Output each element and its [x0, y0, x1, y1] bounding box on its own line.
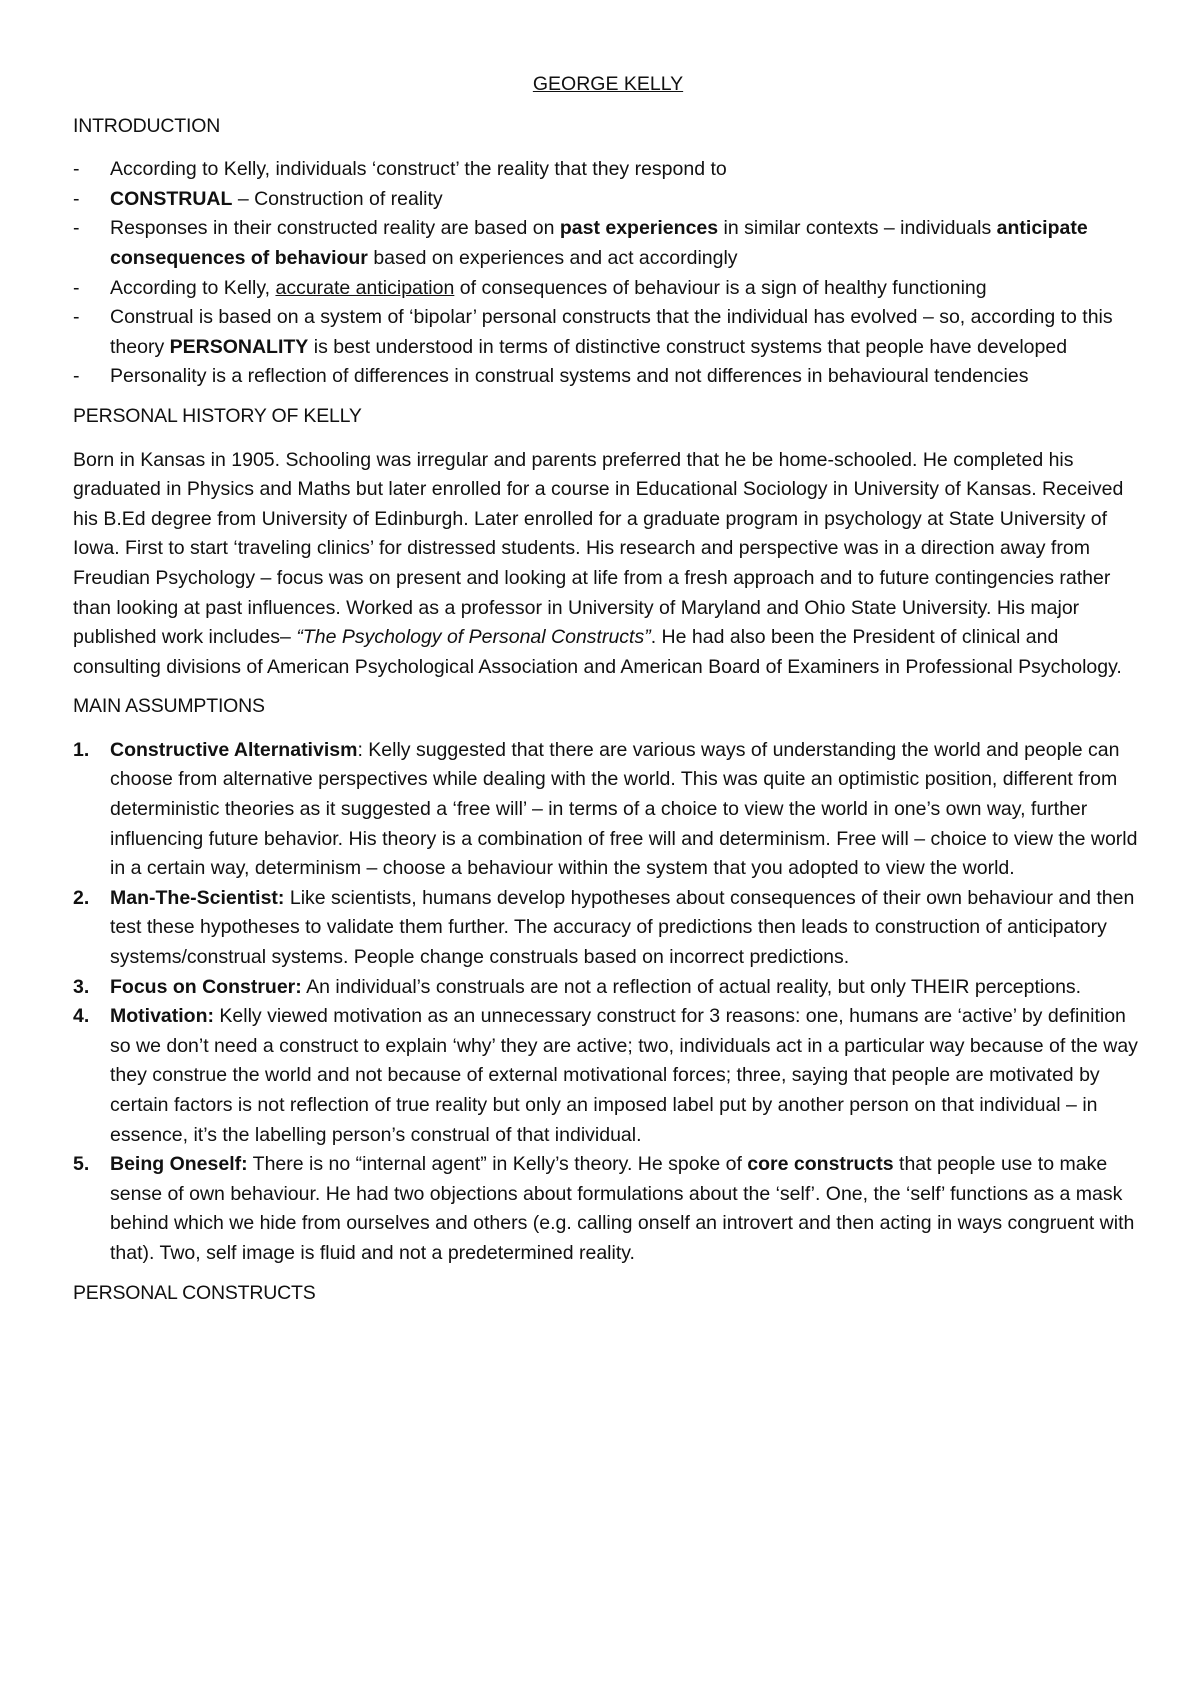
list-item-text: that people use to make sense of own behaviour. He had two objections about formulations about the ‘self’. One, the ‘self’ functions as a mask behind which we hide from ourselves and others (e.g. calling onself an introvert and then acting in ways congruent with that). Two, self image is fluid and not a predetermined reality. — [110, 1153, 1135, 1264]
bold-term: core constructs — [747, 1153, 894, 1176]
section-heading-main-assumptions: MAIN ASSUMPTIONS — [73, 695, 265, 718]
document-title: GEORGE KELLY — [532, 73, 684, 95]
bold-term: Focus on Construer: — [110, 975, 302, 998]
bold-term: Being Oneself: — [110, 1153, 248, 1176]
bold-term: past experiences — [559, 217, 719, 240]
item-number: 5. — [73, 1153, 90, 1176]
list-item-text: According to Kelly, individuals ‘construct’ the reality that they respond to — [110, 158, 727, 181]
list-item-text: is best understood in terms of distinctive construct systems that people have developed — [308, 335, 1068, 358]
list-item-text: Kelly viewed motivation as an unnecessary construct for 3 reasons: one, humans are ‘active’ by definition so we don’t need a construct to explain ‘why’ they are active; two, individuals act in a particular way because of the way they construe the world and not because of external motivational forces; three, saying that people are motivated by certain factors is not reflection of true reality but only an imposed label put by another person on that individual – in essence, it’s the labelling person’s construal of that individual. — [110, 1005, 1138, 1146]
bold-term: Man-The-Scientist: — [110, 886, 285, 909]
dash-bullet: - — [73, 187, 80, 210]
list-item-text: An individual’s construals are not a reflection of actual reality, but only THEIR perceptions. — [301, 975, 1082, 998]
list-item-text: : Kelly suggested that there are various ways of understanding the world and people can choose from alternative perspectives while dealing with the world. This was quite an optimistic position, different from deterministic theories as it suggested a ‘free will’ – in terms of a choice to view the world in one’s own way, further influencing future behavior. His theory is a combination of free will and determinism. Free will – choice to view the world in a certain way, determinism – choose a behaviour within the system that you adopted to view the world. — [110, 738, 1138, 880]
list-item-text: Personality is a reflection of differences in construal systems and not differences in behavioural tendencies — [110, 365, 1029, 388]
list-item-text: of consequences of behaviour is a sign of healthy functioning — [454, 276, 987, 299]
list-item — [73, 185, 1143, 215]
list-item — [73, 973, 1143, 1003]
paragraph-text: . He had also been the President of clinical and consulting divisions of American Psychological Association and American Board of Examiners in Professional Psychology. — [73, 626, 1122, 678]
list-item-text: Responses in their constructed reality are based on — [110, 217, 560, 240]
document-page — [73, 70, 1143, 1322]
list-item — [73, 214, 1143, 273]
bold-term: anticipate consequences of behaviour — [110, 217, 1088, 269]
introduction-list — [73, 155, 1143, 392]
list-item — [73, 362, 1143, 392]
list-item-text: based on experiences and act accordingly — [367, 246, 738, 269]
list-item-text: Construal is based on a system of ‘bipolar’ personal constructs that the individual has evolved – so, according to this theory — [110, 306, 1113, 358]
bold-term: Motivation: — [110, 1005, 214, 1028]
section-heading-personal-history: PERSONAL HISTORY OF KELLY — [73, 404, 362, 427]
book-title: “The Psychology of Personal Constructs” — [296, 626, 651, 649]
assumptions-list — [73, 736, 1143, 1269]
dash-bullet: - — [73, 217, 80, 240]
item-number: 2. — [73, 886, 90, 909]
bold-term: CONSTRUAL — [110, 187, 233, 210]
list-item — [73, 1002, 1143, 1150]
item-number: 4. — [73, 1005, 90, 1028]
list-item — [73, 303, 1143, 362]
paragraph-text: Born in Kansas in 1905. Schooling was irregular and parents preferred that he be home-schooled. He completed his graduated in Physics and Maths but later enrolled for a course in Educational Sociology in University of Kansas. Received his B.Ed degree from University of Edinburgh. Later enrolled for a graduate program in psychology at State University of Iowa. First to start ‘traveling clinics’ for distressed students. His research and perspective was in a direction away from Freudian Psychology – focus was on present and looking at life from a fresh approach and to future contingencies rather than looking at past influences. Worked as a professor in University of Maryland and Ohio State University. His major published work includes– — [73, 448, 1124, 649]
list-item — [73, 736, 1143, 884]
list-item — [73, 884, 1143, 973]
list-item — [73, 274, 1143, 304]
list-item-text: According to Kelly, — [110, 276, 276, 299]
dash-bullet: - — [73, 276, 80, 299]
item-number: 1. — [73, 738, 90, 761]
list-item-text: – Construction of reality — [232, 187, 443, 210]
bold-term: Constructive Alternativism — [110, 738, 358, 761]
list-item-text: in similar contexts – individuals — [718, 217, 997, 240]
dash-bullet: - — [73, 306, 80, 329]
section-heading-introduction: INTRODUCTION — [73, 114, 221, 137]
dash-bullet: - — [73, 158, 80, 181]
list-item-text: Like scientists, humans develop hypotheses about consequences of their own behaviour and then test these hypotheses to validate them further. The accuracy of predictions then leads to construction of anticipatory systems/construal systems. People change construals based on incorrect predictions. — [110, 886, 1135, 969]
underlined-term: accurate anticipation — [275, 276, 455, 299]
list-item — [73, 1150, 1143, 1268]
personal-history-paragraph — [73, 446, 1143, 683]
bold-term: PERSONALITY — [169, 335, 309, 358]
list-item-text: There is no “internal agent” in Kelly’s theory. He spoke of — [247, 1153, 748, 1176]
list-item — [73, 155, 1143, 185]
section-heading-personal-constructs: PERSONAL CONSTRUCTS — [73, 1281, 316, 1304]
dash-bullet: - — [73, 365, 80, 388]
item-number: 3. — [73, 975, 90, 998]
